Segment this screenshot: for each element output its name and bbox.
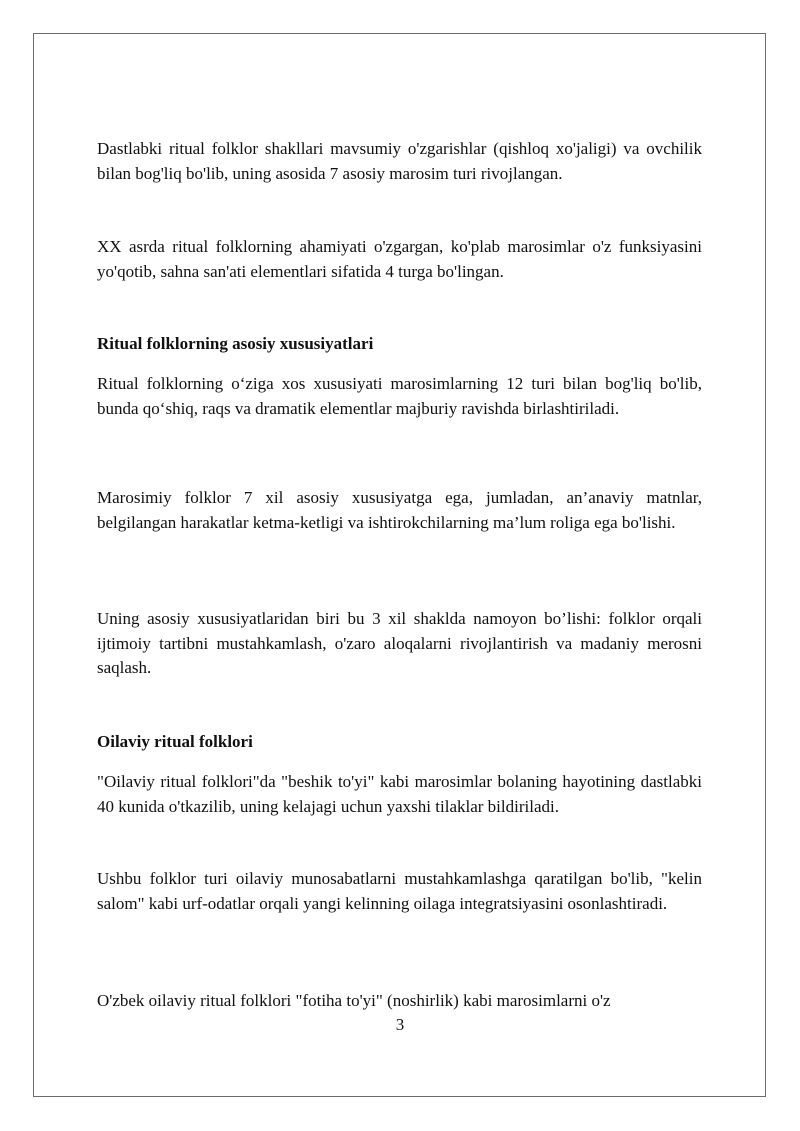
- paragraph-beshik-toyi: "Oilaviy ritual folklori"da "beshik to'yi" kabi marosimlar bolaning hayotining dastlabki 40 kunida o'tkazilib, uning kelajagi uchun yaxshi tilaklar bildiriladi.: [97, 772, 702, 816]
- paragraph-kelin-salom: Ushbu folklor turi oilaviy munosabatlarni mustahkamlashga qaratilgan bo'lib, "kelin salom" kabi urf-odatlar orqali yangi kelinning oilaga integratsiyasini osonlashtiradi.: [97, 869, 702, 913]
- page-number: 3: [395, 1015, 405, 1034]
- paragraph-20th-century-changes: XX asrda ritual folklorning ahamiyati o'zgargan, ko'plab marosimlar o'z funksiyasini yo'qotib, sahna san'ati elementlari sifatida 4 turga bo'lingan.: [97, 237, 702, 281]
- paragraph-distinctive-feature: Ritual folklorning o‘ziga xos xususiyati marosimlarning 12 turi bilan bog'liq bo'lib, bunda qo‘shiq, raqs va dramatik elementlar majburiy ravishda birlashtiriladi.: [97, 374, 702, 418]
- heading-ritual-features: Ritual folklorning asosiy xususiyatlari: [97, 334, 374, 353]
- paragraph-fotiha-toyi: O'zbek oilaviy ritual folklori "fotiha to'yi" (noshirlik) kabi marosimlarni o'z: [97, 991, 611, 1010]
- heading-family-ritual-folklore: Oilaviy ritual folklori: [97, 732, 253, 751]
- paragraph-main-characteristics: Uning asosiy xususiyatlaridan biri bu 3 xil shaklda namoyon bo’lishi: folklor orqali ijtimoiy tartibni mustahkamlash, o'zaro aloqalarni rivojlantirish va madaniy merosni saqlash.: [97, 609, 702, 677]
- page-frame: [33, 33, 766, 1097]
- paragraph-ceremonial-folklore-features: Marosimiy folklor 7 xil asosiy xususiyatga ega, jumladan, an’anaviy matnlar, belgilangan harakatlar ketma-ketligi va ishtirokchilarning ma’lum roliga ega bo'lishi.: [97, 488, 702, 532]
- paragraph-early-ritual-forms: Dastlabki ritual folklor shakllari mavsumiy o'zgarishlar (qishloq xo'jaligi) va ovchilik bilan bog'liq bo'lib, uning asosida 7 asosiy marosim turi rivojlangan.: [97, 139, 702, 183]
